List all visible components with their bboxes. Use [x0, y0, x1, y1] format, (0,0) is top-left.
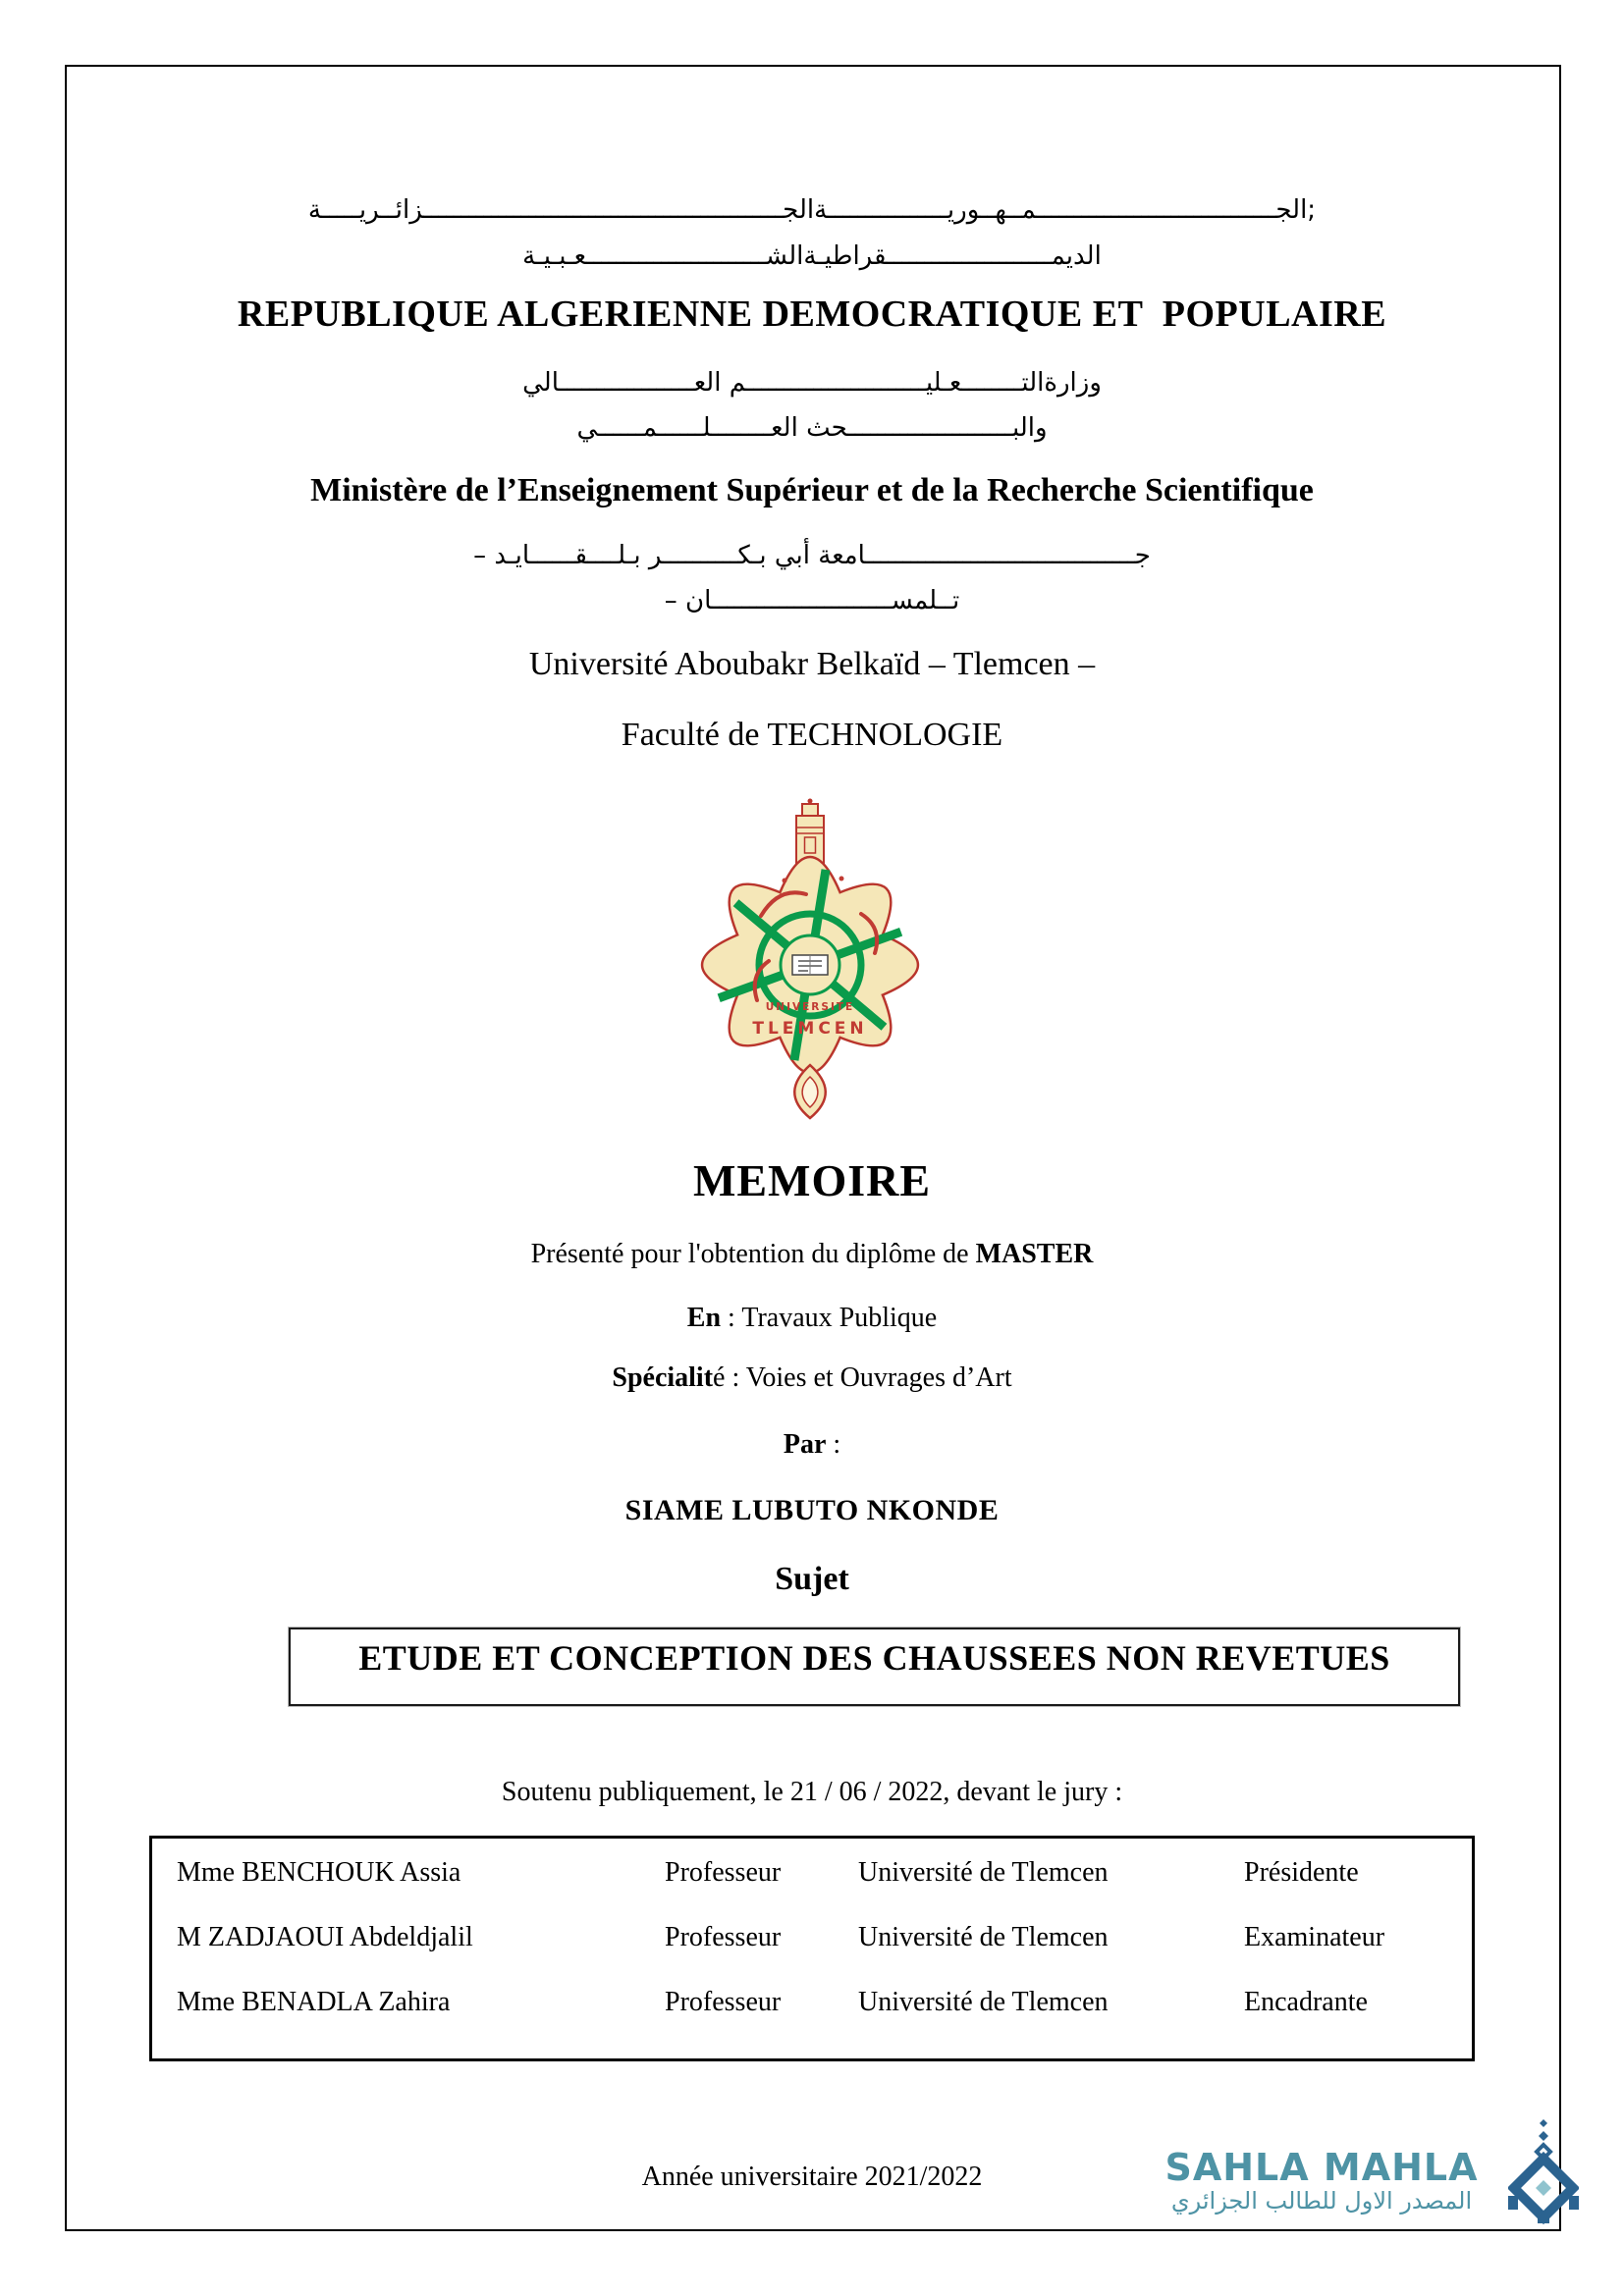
university-logo	[675, 798, 946, 1124]
specialty-value: é : Voies et Ouvrages d’Art	[713, 1362, 1012, 1393]
jury-member-grade: Professeur	[665, 1987, 782, 2017]
jury-member-institution: Université de Tlemcen	[858, 1857, 1109, 1888]
specialty-label: Spécialit	[612, 1362, 714, 1393]
logo-central-book	[781, 935, 839, 994]
memoire-heading: MEMOIRE	[692, 1155, 932, 1205]
defense-intro: Soutenu publiquement, le 21 / 06 / 2022, devant le jury :	[501, 1777, 1123, 1807]
subject-title-box	[289, 1628, 1460, 1706]
arabic-republic-line-2: الديمــــــــــــــــــــــقراطيـةالشــــــــــــــــــــــــعـبـيـة	[522, 241, 1102, 271]
field-line	[0, 1303, 1624, 1334]
field-label: En	[686, 1303, 722, 1333]
by-suffix: :	[826, 1429, 841, 1460]
presented-degree: MASTER	[975, 1239, 1094, 1269]
arabic-university-line-1: جــــــــــــــــــــــــــــــــــــامعة أبي بـكــــــــــر بـلــــقــــــايـد –	[473, 541, 1151, 570]
jury-row	[152, 1970, 1472, 2035]
jury-row	[152, 1841, 1472, 1905]
jury-member-name: M ZADJAOUI Abdeldjalil	[177, 1922, 473, 1952]
arabic-republic-line-1: ;الجــــــــــــــــــــــــــــــــمــهــوريــــــــــــــــةالجــــــــــــــــــــــــــــــــــــــــــــــــزائــريـــــة	[307, 195, 1317, 225]
jury-member-role: Présidente	[1244, 1857, 1359, 1888]
jury-member-grade: Professeur	[665, 1857, 782, 1888]
jury-member-institution: Université de Tlemcen	[858, 1922, 1109, 1952]
presented-line	[0, 1239, 1624, 1270]
jury-member-name: Mme BENCHOUK Assia	[177, 1857, 461, 1888]
watermark-brand-text: SAHLA MAHLA	[1164, 2146, 1479, 2189]
field-value: : Travaux Publique	[721, 1303, 938, 1333]
watermark-tagline-arabic: المصدر الاول للطالب الجزائري	[1170, 2187, 1473, 2215]
subject-label: Sujet	[775, 1561, 849, 1597]
presented-text: Présenté pour l'obtention du diplôme de	[530, 1239, 976, 1269]
jury-member-institution: Université de Tlemcen	[858, 1987, 1109, 2017]
sahla-mahla-watermark	[1129, 2112, 1591, 2230]
arabic-ministry-line-2: والبــــــــــــــــــــــحث العــــــــلــــــمــــــي	[576, 413, 1048, 443]
ministry-title: Ministère de l’Enseignement Supérieur et de la Recherche Scientifique	[310, 472, 1314, 508]
specialty-line	[0, 1362, 1624, 1394]
logo-teardrop	[794, 1065, 826, 1118]
jury-member-role: Examinateur	[1244, 1922, 1385, 1952]
academic-year: Année universitaire 2021/2022	[641, 2162, 983, 2192]
subject-title: ETUDE ET CONCEPTION DES CHAUSSEES NON REVETUES	[358, 1638, 1390, 1678]
arabic-university-line-2: تــلمســــــــــــــــــــــــان –	[664, 586, 960, 615]
logo-caption-tlemcen: TLEMCEN	[752, 1019, 868, 1039]
jury-table	[149, 1836, 1475, 2061]
republic-title: REPUBLIQUE ALGERIENNE DEMOCRATIQUE ET POPULAIRE	[237, 294, 1387, 335]
faculty-title: Faculté de TECHNOLOGIE	[621, 717, 1003, 753]
university-title: Université Aboubakr Belkaïd – Tlemcen –	[528, 646, 1096, 682]
arabic-ministry-line-1: وزارةالتــــــــعـليــــــــــــــــــــــــم العــــــــــــــــــالي	[522, 368, 1102, 398]
author-name: SIAME LUBUTO NKONDE	[624, 1494, 1000, 1526]
logo-minaret	[796, 799, 824, 864]
by-label: Par	[783, 1429, 827, 1460]
jury-member-grade: Professeur	[665, 1922, 782, 1952]
logo-caption-universite: UNIVERSITE	[765, 1001, 855, 1013]
jury-member-role: Encadrante	[1244, 1987, 1368, 2017]
by-line	[0, 1429, 1624, 1461]
watermark-emblem-icon	[1508, 2118, 1579, 2226]
jury-row	[152, 1905, 1472, 1970]
jury-member-name: Mme BENADLA Zahira	[177, 1987, 451, 2017]
